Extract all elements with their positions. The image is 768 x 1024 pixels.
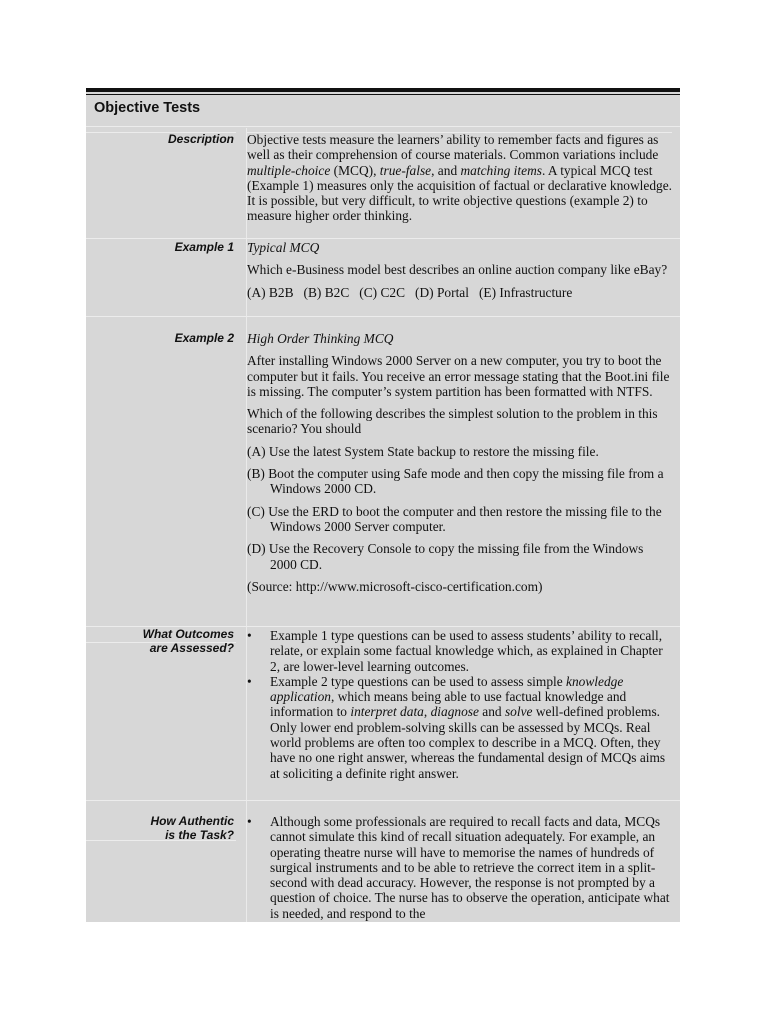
option: (A) B2B: [247, 284, 294, 300]
list-item: • Example 2 type questions can be used to assess simple knowledge application, which means being able to use factual knowledge and information to interpret data, diagnose and solve well-defined problems. Only lower end problem-solving skills can be assessed by MCQs. Real world problems are often too complex to describe in a MCQ. Often, they have no one right answer, whereas the fundamental design of MCQs aims at soliciting a definite right answer.: [247, 673, 666, 781]
example1-label: Example 1: [174, 240, 234, 254]
example1-question: Which e-Business model best describes an online auction company like eBay?: [247, 262, 668, 278]
top-rule-thin: [86, 94, 680, 95]
top-rule-thick: [86, 88, 680, 92]
example1-content: [247, 240, 672, 300]
row-divider: [86, 800, 680, 801]
document-page: [86, 88, 680, 922]
example2-option-c: (C) Use the ERD to boot the computer and then restore the missing file to the Windows 2000 Server computer.: [247, 503, 662, 534]
bullet-icon: •: [247, 814, 252, 829]
example2-heading: High Order Thinking MCQ: [247, 331, 394, 346]
example1-heading: Typical MCQ: [247, 240, 320, 255]
example2-source: (Source: http://www.microsoft-cisco-certification.com): [247, 578, 543, 594]
row-divider: [86, 126, 680, 127]
section-title: Objective Tests: [94, 100, 201, 116]
authentic-content: [247, 814, 672, 921]
example2-option-a: (A) Use the latest System State backup to restore the missing file.: [247, 443, 599, 459]
option: (E) Infrastructure: [478, 284, 573, 300]
option: (B) B2C: [303, 284, 350, 300]
authentic-label: How Authentic is the Task?: [150, 814, 234, 842]
description-text: Objective tests measure the learners’ ability to remember facts and figures as well as their comprehension of course materials. Common variations include multiple-choice (MCQ), true-false, and matching items. A typical MCQ test (Example 1) measures only the acquisition of factual or declarative knowledge. It is possible, but very difficult, to write objective questions (example 2) to measure higher order thinking.: [247, 132, 672, 224]
outcomes-label: What Outcomes are Assessed?: [142, 627, 234, 655]
example1-options: [247, 285, 672, 300]
row-divider: [86, 316, 680, 317]
example2-label: Example 2: [174, 331, 234, 345]
description-label: Description: [167, 132, 234, 146]
example2-option-b: (B) Boot the computer using Safe mode and then copy the missing file from a Windows 2000 CD.: [247, 466, 664, 497]
list-item: • Example 1 type questions can be used to assess students’ ability to recall, relate, or explain some factual knowledge which, as explained in Chapter 2, are lower-level learning outcomes.: [247, 628, 663, 674]
example2-content: [247, 331, 672, 594]
list-item: • Although some professionals are required to recall facts and data, MCQs cannot simulate this kind of recall situation adequately. For example, an operating theatre nurse will have to memorise the names of hundreds of surgical instruments and to be able to retrieve the correct item in a split-second with dead accuracy. However, the response is not prompted by a question of choice. The nurse has to observe the operation, anticipate what is needed, and respond to the: [247, 814, 670, 921]
outcomes-content: [247, 628, 672, 781]
row-divider: [86, 238, 680, 239]
example2-question: Which of the following describes the simplest solution to the problem in this scenario? You should: [247, 406, 658, 437]
bullet-icon: •: [247, 673, 252, 689]
option: (C) C2C: [359, 284, 406, 300]
bullet-icon: •: [247, 628, 252, 643]
example2-option-d: (D) Use the Recovery Console to copy the missing file from the Windows 2000 CD.: [247, 541, 644, 572]
example2-scenario: After installing Windows 2000 Server on a new computer, you try to boot the computer but it fails. You receive an error message stating that the Boot.ini file is missing. The computer’s system partition has been formatted with NTFS.: [247, 353, 670, 399]
option: (D) Portal: [415, 284, 469, 300]
